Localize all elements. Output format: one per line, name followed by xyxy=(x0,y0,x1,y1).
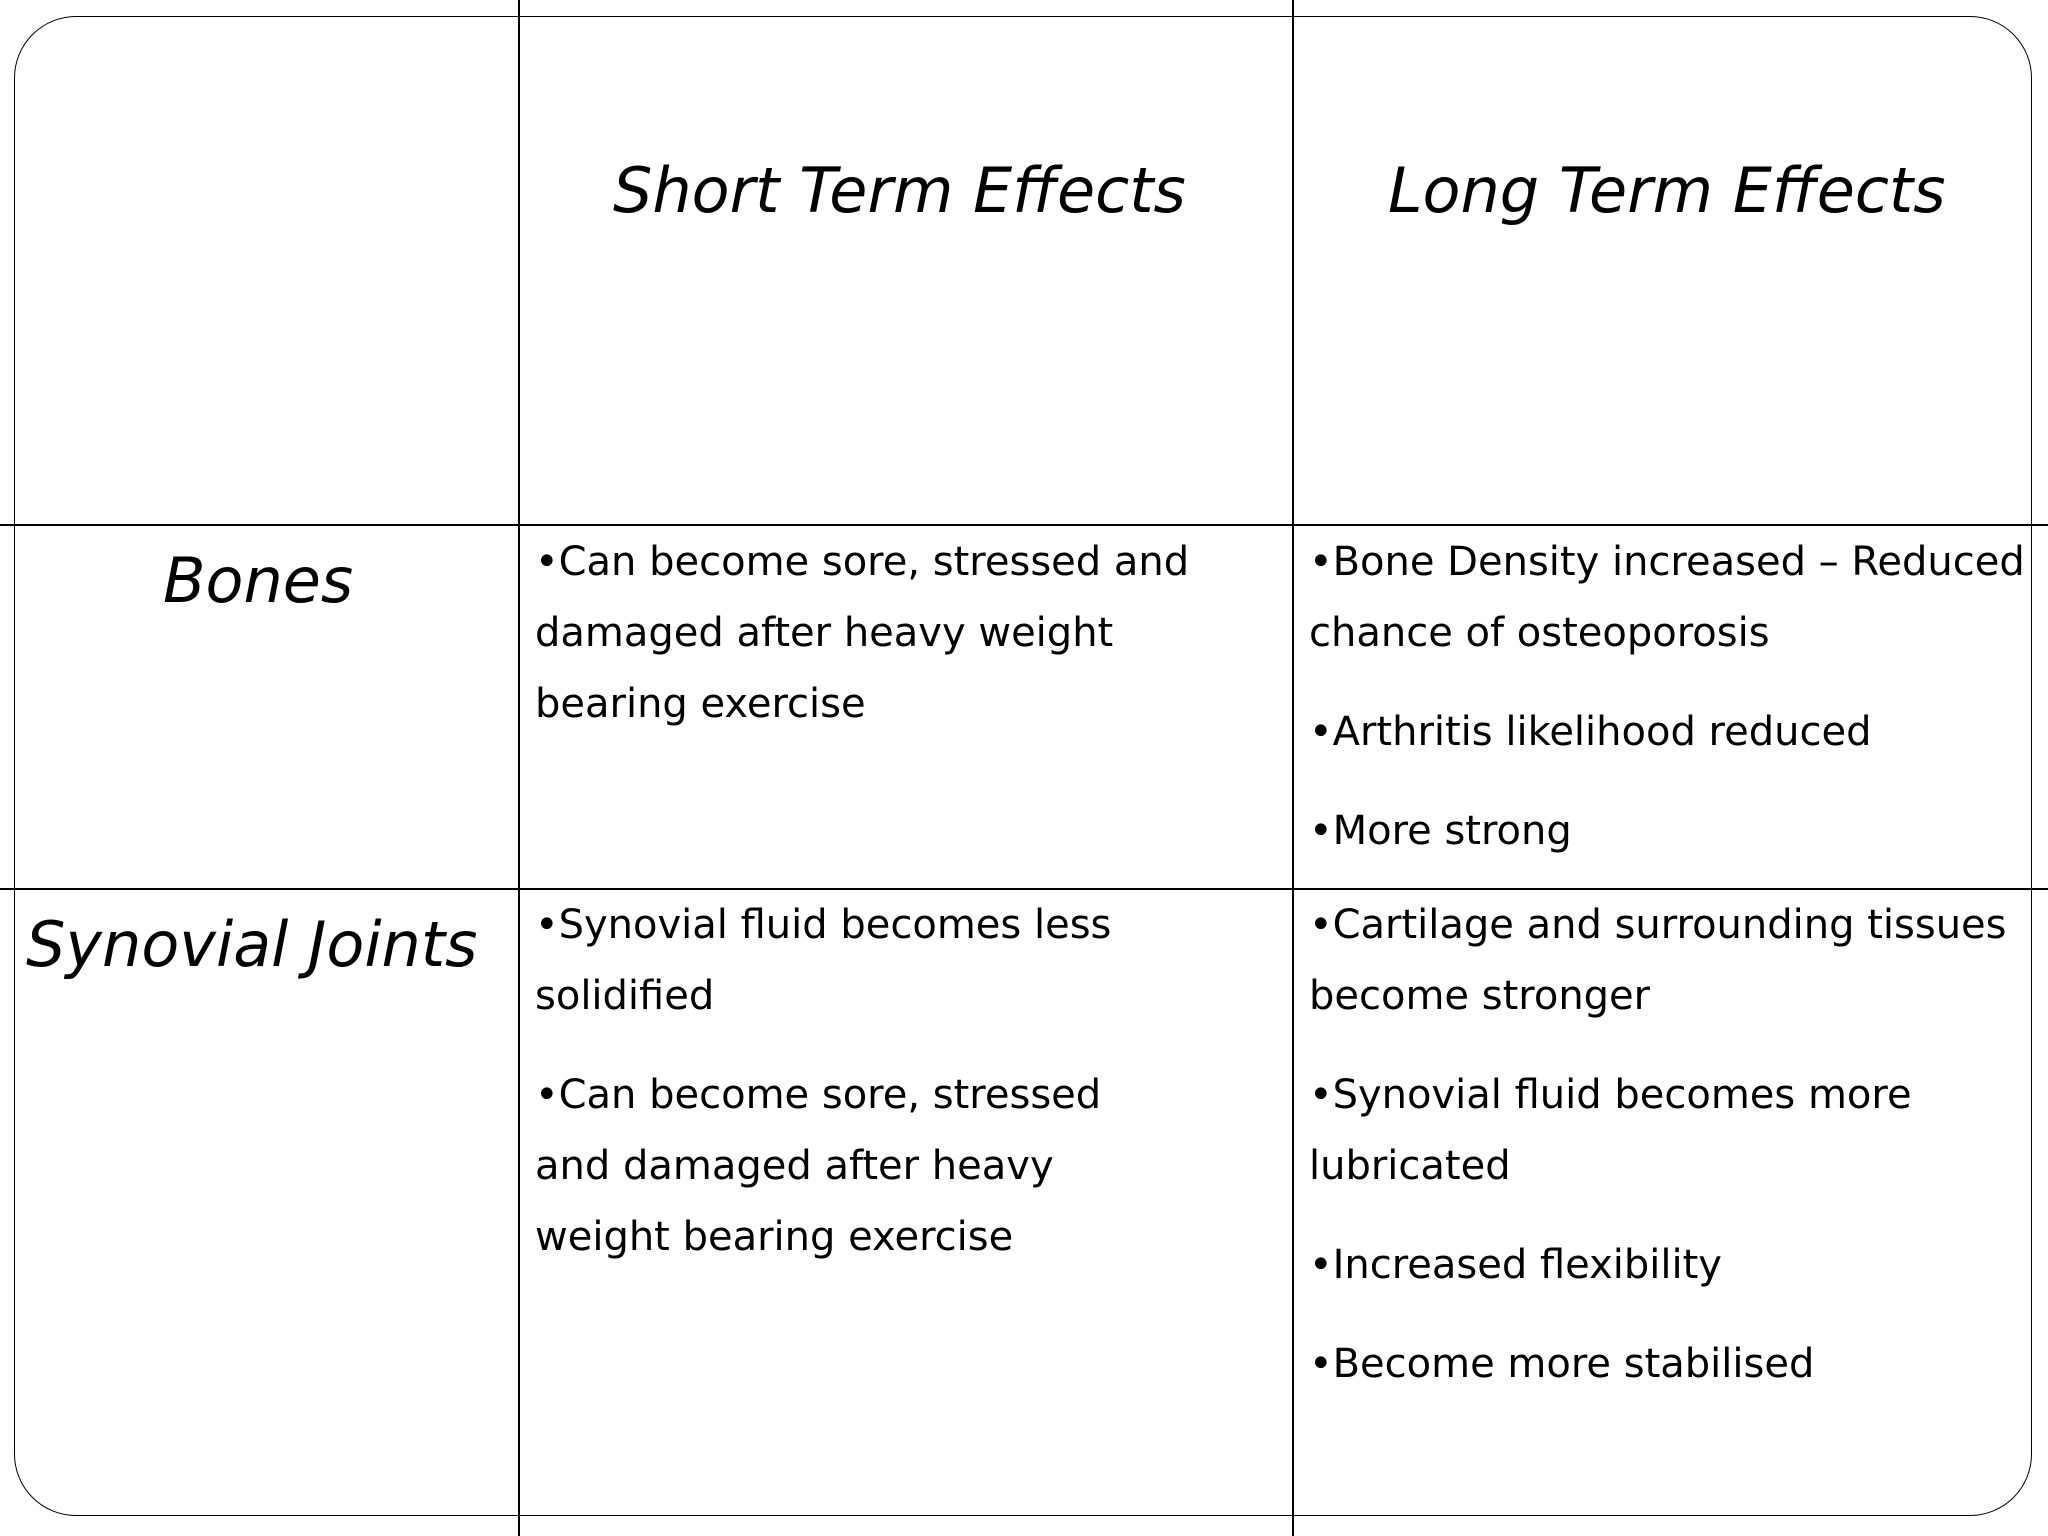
list-item: •Synovial fluid becomes less solidified xyxy=(535,902,1112,1019)
column-header-short-term: Short Term Effects xyxy=(613,154,1186,227)
row-header-synovial-joints: Synovial Joints xyxy=(26,908,478,981)
cell-synovial-long-term xyxy=(1309,890,2029,1400)
list-item: •Become more stabilised xyxy=(1309,1341,1815,1387)
list-item: •Can become sore, stressed and damaged after heavy weight bearing exercise xyxy=(535,539,1190,727)
list-item: •Bone Density increased – Reduced chance of osteoporosis xyxy=(1309,539,2025,656)
row-divider-1 xyxy=(0,524,2048,526)
list-item: •Cartilage and surrounding tissues become stronger xyxy=(1309,902,2007,1019)
cell-bones-short-term xyxy=(535,527,1245,740)
column-divider-1 xyxy=(518,0,520,1536)
list-item: •More strong xyxy=(1309,808,1572,854)
list-item: •Can become sore, stressed and damaged after heavy weight bearing exercise xyxy=(535,1072,1102,1260)
list-item: •Synovial fluid becomes more lubricated xyxy=(1309,1072,1912,1189)
list-item: •Increased flexibility xyxy=(1309,1242,1722,1288)
column-header-long-term: Long Term Effects xyxy=(1388,154,1946,227)
column-divider-2 xyxy=(1292,0,1294,1536)
list-item: •Arthritis likelihood reduced xyxy=(1309,709,1872,755)
cell-synovial-short-term xyxy=(535,890,1175,1273)
row-header-bones: Bones xyxy=(163,544,354,617)
cell-bones-long-term xyxy=(1309,527,2029,867)
